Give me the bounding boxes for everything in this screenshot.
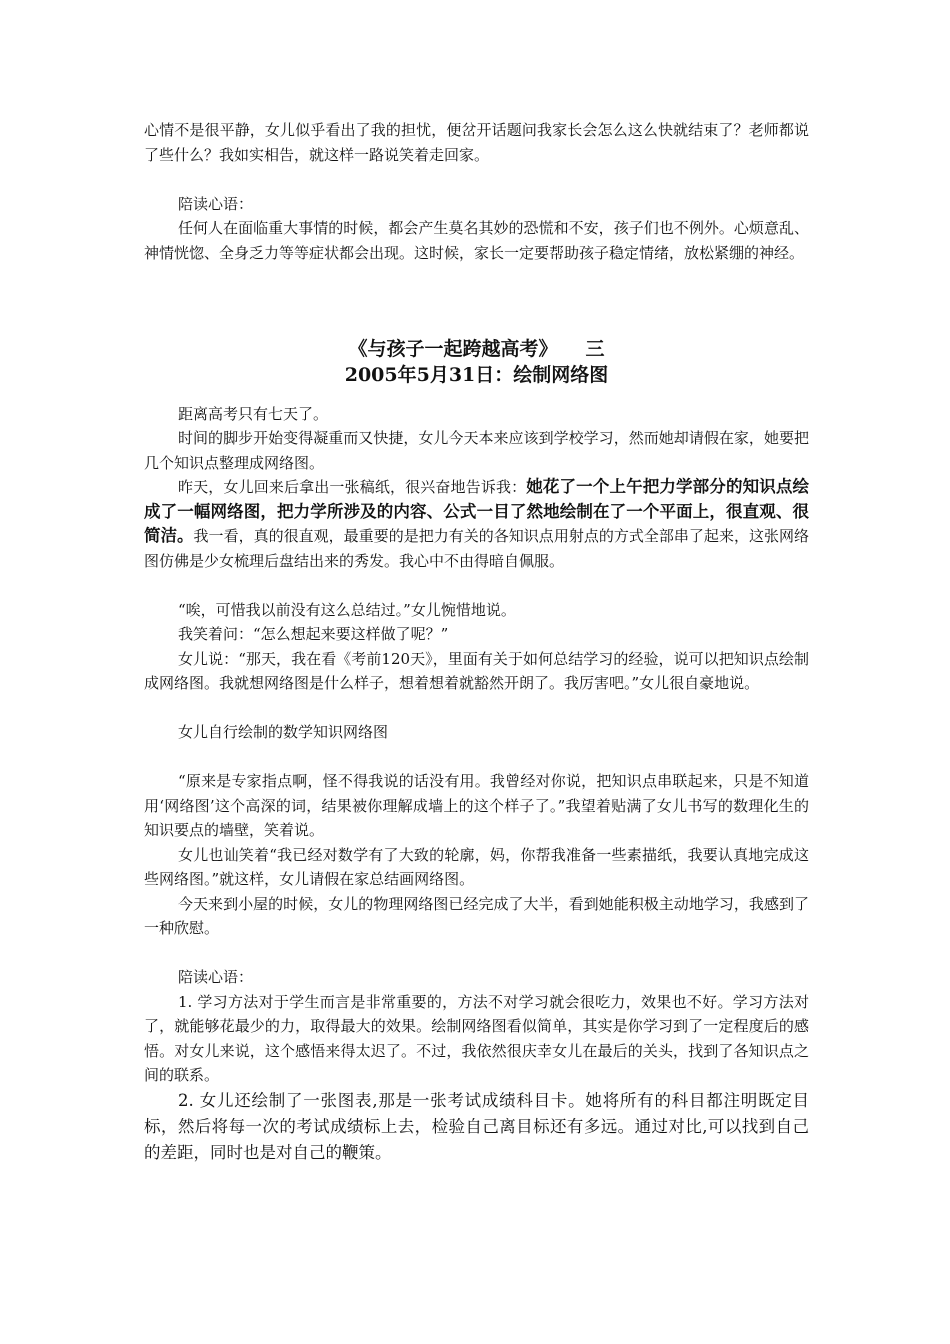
intro-paragraph: 心情不是很平静，女儿似乎看出了我的担忧，便岔开话题问我家长会怎么这么快就结束了？老师都说了些什么？我如实相告，就这样一路说笑着走回家。: [144, 121, 809, 164]
figure-caption: 女儿自行绘制的数学知识网络图: [178, 723, 389, 741]
chapter-subtitle: 2005年5月31日：绘制网络图: [344, 363, 609, 386]
intro-note-text: 任何人在面临重大事情的时候，都会产生莫名其妙的恐慌和不安，孩子们也不例外。心烦意乱、神情恍惚、全身乏力等等症状都会出现。这时候，家长一定要帮助孩子稳定情绪，放松紧绷的神经。: [144, 219, 809, 262]
body-paragraph-8: 女儿也讪笑着“我已经对数学有了大致的轮廓，妈，你帮我准备一些素描纸，我要认真地完成这些网络图。”就这样，女儿请假在家总结画网络图。: [144, 845, 809, 888]
body-paragraph-9: 今天来到小屋的时候，女儿的物理网络图已经完成了大半，看到她能积极主动地学习，我感到了一种欣慰。: [144, 894, 809, 937]
note-label: 陪读心语：: [178, 968, 254, 986]
body-paragraph-3: [144, 475, 809, 573]
chapter-book-title: 《与孩子一起跨越高考》: [348, 337, 558, 360]
body-paragraph-6: 女儿说：“那天，我在看《考前120天》，里面有关于如何总结学习的经验，说可以把知识点绘制成网络图。我就想网络图是什么样子，想着想着就豁然开朗了。我厉害吧。”女儿很自豪地说。: [144, 649, 809, 692]
chapter-number: 三: [585, 337, 605, 360]
p3-start: 昨天，女儿回来后拿出一张稿纸，很兴奋地告诉我：: [178, 478, 527, 496]
chapter-title: [144, 336, 809, 362]
body-paragraph-5: 我笑着问：“怎么想起来要这样做了呢？”: [178, 625, 449, 643]
body-paragraph-1: 距离高考只有七天了。: [178, 404, 329, 423]
body-paragraph-2: 时间的脚步开始变得凝重而又快捷，女儿今天本来应该到学校学习，然而她却请假在家，她要把几个知识点整理成网络图。: [144, 429, 809, 472]
note-item-2: 2. 女儿还绘制了一张图表,那是一张考试成绩科目卡。她将所有的科目都注明既定目标，然后将每一次的考试成绩标上去，检验自己离目标还有多远。通过对比,可以找到自己的差距，同时也是对自己的鞭策。: [144, 1090, 809, 1162]
intro-note-label: 陪读心语：: [178, 194, 254, 213]
body-paragraph-7: “原来是专家指点啊，怪不得我说的话没有用。我曾经对你说，把知识点串联起来，只是不知道用‘网络图’这个高深的词，结果被你理解成墙上的这个样子了。”我望着贴满了女儿书写的数理化生的知识要点的墙壁，笑着说。: [144, 772, 809, 839]
p3-bold-highlight: 她花了一个上午把力学部分的知识点绘成了一幅网络图，把力学所涉及的内容、公式一目了然地绘制在了一个平面上，很直观、很简洁。: [144, 477, 809, 545]
document-page: [144, 118, 809, 1166]
body-paragraph-4: “唉，可惜我以前没有这么总结过。”女儿惋惜地说。: [178, 600, 516, 619]
note-item-1: 1. 学习方法对于学生而言是非常重要的，方法不对学习就会很吃力，效果也不好。学习方法对了，就能够花最少的力，取得最大的效果。绘制网络图看似简单，其实是你学习到了一定程度后的感悟。对女儿来说，这个感悟来得太迟了。不过，我依然很庆幸女儿在最后的关头，找到了各知识点之间的联系。: [144, 992, 809, 1084]
p3-end: 我一看，真的很直观，最重要的是把力有关的各知识点用射点的方式全部串了起来，这张网络图仿佛是少女梳理后盘结出来的秀发。我心中不由得暗自佩服。: [144, 527, 810, 570]
